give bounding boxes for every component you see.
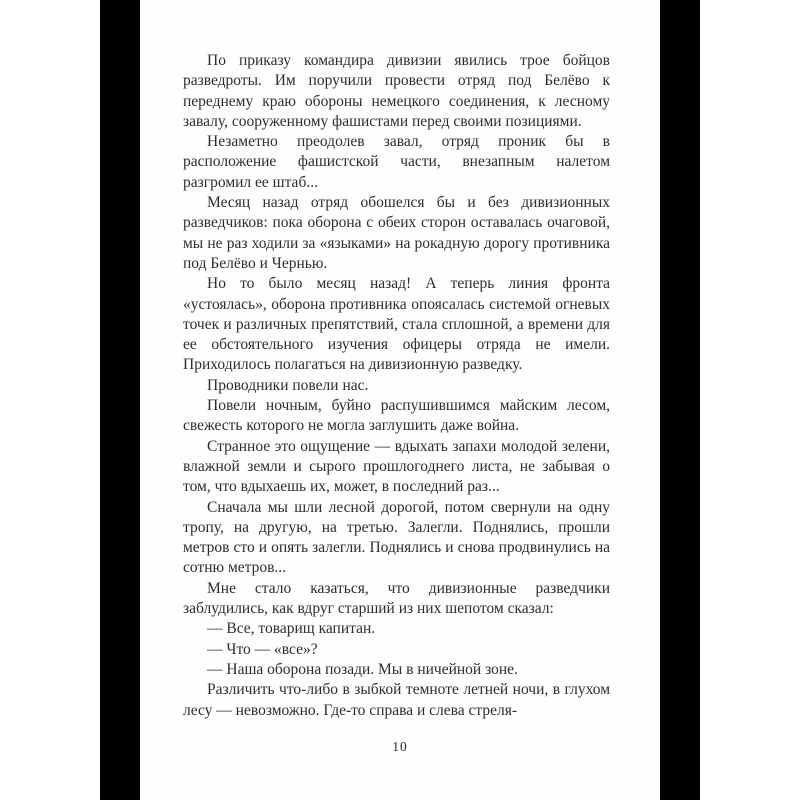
page-number: 10: [392, 739, 408, 754]
paragraph: Повели ночным, буйно распушившимся майским лесом, свежесть которого не могла заглушить даже война.: [183, 397, 610, 435]
paragraph: По приказу командира дивизии явились трое бойцов разведроты. Им поручили провести отряд под Белёво к переднему краю обороны немецкого соединения, к лесному завалу, сооруженному фашистами перед своими позициями.: [183, 52, 610, 130]
paragraph: Проводники повели нас.: [207, 376, 369, 394]
paragraph: Мне стало казаться, что дивизионные разведчики заблудились, как вдруг старший из них шепотом сказал:: [183, 579, 610, 618]
paragraph: Незаметно преодолев завал, отряд проник бы в расположение фашистской части, внезапным налетом разгромил ее штаб...: [183, 133, 610, 191]
right-page-edge-bar: [660, 0, 700, 800]
paragraph: — Что — «все»?: [207, 640, 318, 658]
paragraph: — Наша оборона позади. Мы в ничейной зоне.: [207, 660, 518, 678]
book-page: [140, 0, 660, 800]
paragraph: Сначала мы шли лесной дорогой, потом свернули на одну тропу, на другую, на третью. Залегли. Поднялись, прошли метров сто и опять залегли. Поднялись и снова продвинулись на сотню метров...: [183, 498, 610, 577]
paragraph: Различить что-либо в зыбкой темноте летней ночи, в глухом лесу — невозможно. Где-то справа и слева стреля-: [183, 681, 610, 719]
paragraph: Но то было месяц назад! А теперь линия фронта «устоялась», оборона противника опоясалась системой огневых точек и различных препятствий, стала сплошной, а времени для ее обстоятельного изучения офицеры отряда не имели. Приходилось полагаться на дивизионную разведку.: [183, 275, 610, 374]
paragraph: Странное это ощущение — вдыхать запахи молодой зелени, влажной земли и сырого прошлогоднего листа, не забывая о том, что вдыхаешь их, может, в последний раз...: [183, 437, 610, 496]
left-page-edge-bar: [100, 0, 140, 800]
paragraph: — Все, товарищ капитан.: [207, 620, 376, 638]
paragraph: Месяц назад отряд обошелся бы и без дивизионных разведчиков: пока оборона с обеих сторон оставалась очаговой, мы не раз ходили за «языками» на рокадную дорогу противника под Белёво и Чернью.: [183, 194, 610, 272]
page-text-block: [183, 51, 610, 721]
